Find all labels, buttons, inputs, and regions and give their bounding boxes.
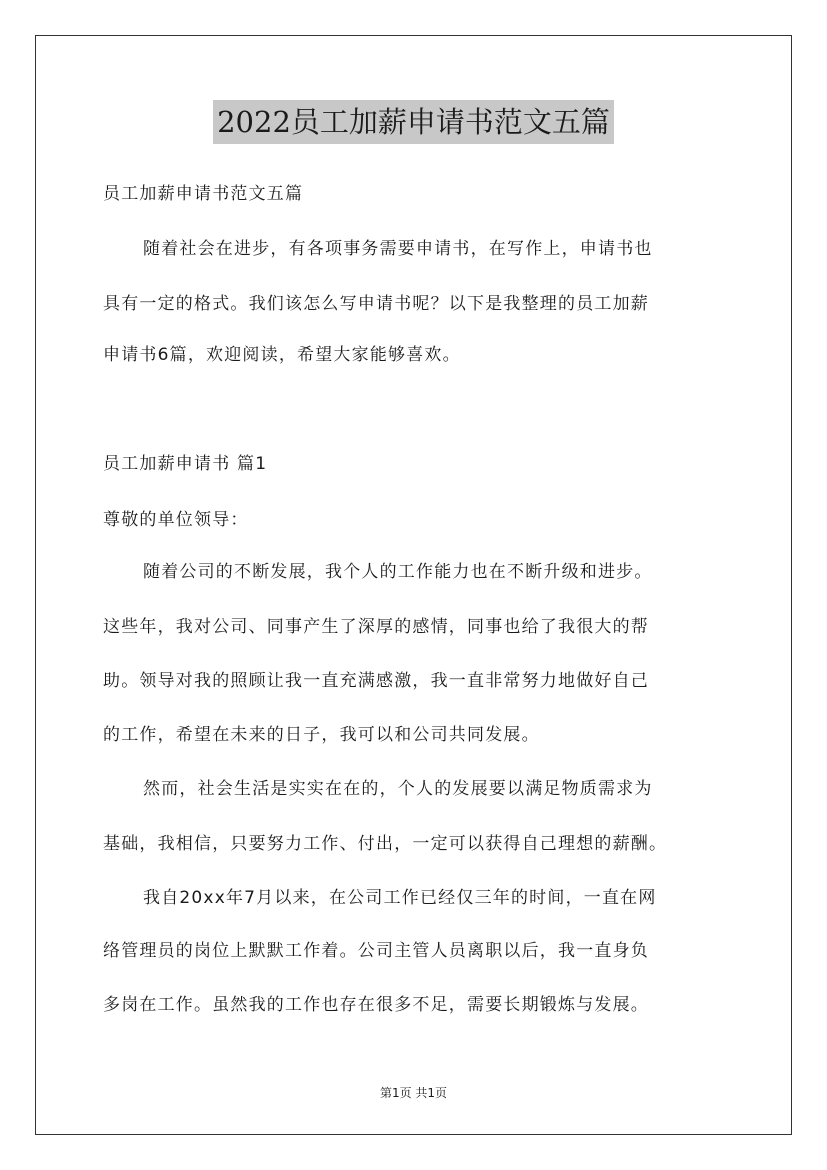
title-wrap bbox=[0, 100, 827, 144]
paragraph-line: 申请书6篇，欢迎阅读，希望大家能够喜欢。 bbox=[103, 345, 461, 365]
paragraph-line: 的工作，希望在未来的日子，我可以和公司共同发展。 bbox=[103, 725, 540, 745]
paragraph-line: 具有一定的格式。我们该怎么写申请书呢？以下是我整理的员工加薪 bbox=[103, 294, 649, 314]
paragraph-line: 我自20xx年7月以来，在公司工作已经仅三年的时间，一直在网 bbox=[143, 888, 657, 908]
paragraph-line: 随着社会在进步，有各项事务需要申请书，在写作上，申请书也 bbox=[143, 239, 653, 259]
paragraph-line: 络管理员的岗位上默默工作着。公司主管人员离职以后，我一直身负 bbox=[103, 941, 649, 961]
paragraph-line: 这些年，我对公司、同事产生了深厚的感情，同事也给了我很大的帮 bbox=[103, 617, 649, 637]
salutation-line: 尊敬的单位领导： bbox=[103, 510, 249, 530]
paragraph-line: 多岗在工作。虽然我的工作也存在很多不足，需要长期锻炼与发展。 bbox=[103, 995, 649, 1015]
document-title: 2022员工加薪申请书范文五篇 bbox=[213, 100, 614, 144]
subtitle-line: 员工加薪申请书范文五篇 bbox=[103, 184, 304, 204]
paragraph-line: 助。领导对我的照顾让我一直充满感激，我一直非常努力地做好自己 bbox=[103, 671, 649, 691]
paragraph-line: 然而，社会生活是实实在在的，个人的发展要以满足物质需求为 bbox=[143, 779, 653, 799]
paragraph-line: 基础，我相信，只要努力工作、付出，一定可以获得自己理想的薪酬。 bbox=[103, 834, 668, 854]
paragraph-line: 随着公司的不断发展，我个人的工作能力也在不断升级和进步。 bbox=[143, 562, 653, 582]
section-heading: 员工加薪申请书 篇1 bbox=[103, 454, 268, 474]
page-footer: 第1页 共1页 bbox=[379, 1086, 448, 1100]
